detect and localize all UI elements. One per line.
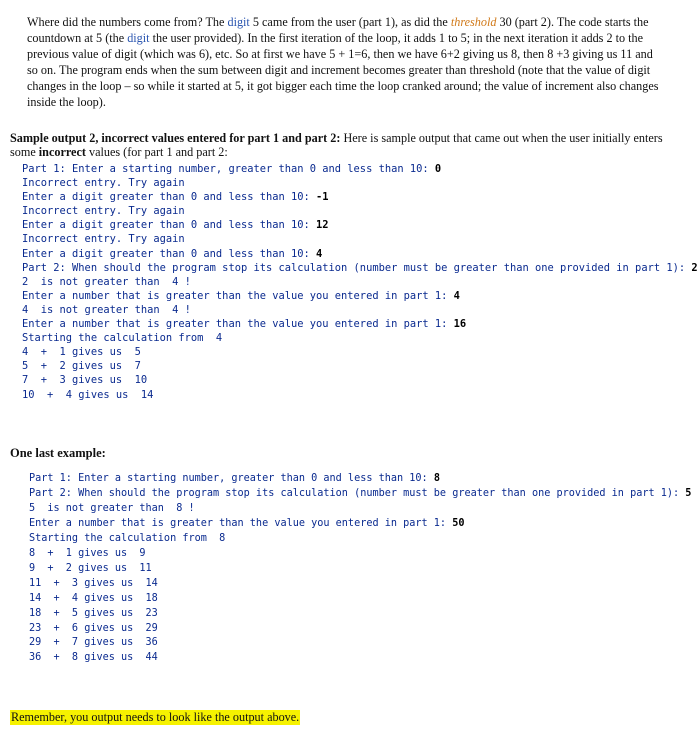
reminder-note: Remember, you output needs to look like the output above. bbox=[11, 710, 300, 724]
console-line-text: 7 + 3 gives us 10 bbox=[22, 374, 148, 387]
console-line bbox=[29, 547, 691, 562]
digit-term-2: digit bbox=[127, 31, 150, 45]
console-line-text: 14 + 4 gives us 18 bbox=[29, 592, 158, 604]
console-line bbox=[22, 247, 698, 261]
console-line-text: Starting the calculation from 8 bbox=[29, 532, 226, 544]
user-input-value: 2 bbox=[691, 261, 698, 274]
console-line-text: 9 + 2 gives us 11 bbox=[29, 562, 152, 574]
console-line-text: 36 + 8 gives us 44 bbox=[29, 652, 158, 664]
threshold-term: threshold bbox=[450, 15, 497, 29]
console-line-text: 11 + 3 gives us 14 bbox=[29, 577, 158, 589]
console-line bbox=[29, 502, 691, 517]
user-input-value: 4 bbox=[316, 247, 323, 260]
user-input-value: 12 bbox=[316, 219, 329, 232]
console-line-text: Enter a number that is greater than the value you entered in part 1: bbox=[22, 289, 454, 302]
console-line-text: Incorrect entry. Try again bbox=[22, 177, 185, 190]
console-line bbox=[22, 345, 698, 359]
console-line-text: Part 2: When should the program stop its calculation (number must be greater than one provided in part 1): bbox=[22, 261, 692, 274]
digit-term: digit bbox=[227, 15, 250, 29]
console-line-text: 10 + 4 gives us 14 bbox=[22, 388, 154, 401]
user-input-value: 0 bbox=[434, 163, 442, 175]
console-line-text: 29 + 7 gives us 36 bbox=[29, 637, 158, 649]
console-line bbox=[29, 517, 691, 532]
sample2-heading bbox=[10, 131, 670, 159]
console-line-text: Incorrect entry. Try again bbox=[22, 233, 185, 246]
console-line-text: 5 is not greater than 8 ! bbox=[29, 502, 195, 514]
console-line bbox=[29, 607, 691, 622]
console-line-text: 2 is not greater than 4 ! bbox=[22, 275, 191, 288]
console-line bbox=[22, 359, 698, 373]
user-input-value: 8 bbox=[433, 473, 440, 484]
console-line bbox=[22, 388, 698, 402]
console-line-text: 8 + 1 gives us 9 bbox=[29, 547, 146, 559]
intro-text-4: the user provided). In the first iteration of the loop, it adds 1 to 5; in the next iteration it adds 2 to the previous value of digit (which was 6), etc. So at first we have 5 + 1=6, then we have 6+2 giving us 8, then 8 +3 giving us 11 and so on. The program ends when the sum between digit and increment becomes greater than threshold (note that the value of digit changes in the loop – so while it started at 5, it got bigger each time the loop cranked around; the value of increment also changes inside the loop). bbox=[27, 31, 659, 109]
console-line bbox=[22, 261, 698, 275]
user-input-value: -1 bbox=[316, 191, 329, 204]
console-line bbox=[22, 317, 698, 331]
user-input-value: 5 bbox=[685, 487, 692, 499]
user-input-value: 4 bbox=[453, 289, 460, 302]
sample2-heading-bold: Sample output 2, incorrect values entered for part 1 and part 2: bbox=[10, 131, 341, 145]
console-line-text: Enter a digit greater than 0 and less than 10: bbox=[22, 219, 317, 232]
console-line-text: Enter a number that is greater than the value you entered in part 1: bbox=[22, 318, 454, 331]
console-line bbox=[29, 562, 691, 577]
console-line-text: Enter a digit greater than 0 and less than 10: bbox=[22, 191, 317, 204]
console-line-text: 5 + 2 gives us 7 bbox=[22, 360, 141, 373]
console-line bbox=[29, 636, 691, 651]
console-line-text: Part 1: Enter a starting number, greater than 0 and less than 10: bbox=[22, 163, 435, 175]
console-line bbox=[22, 176, 698, 190]
console-line bbox=[22, 289, 698, 303]
console-line bbox=[29, 532, 691, 547]
incorrect-term: incorrect bbox=[38, 145, 86, 159]
intro-text-2: 5 came from the user (part 1), as did the bbox=[249, 15, 451, 29]
console-line-text: Enter a digit greater than 0 and less than 10: bbox=[22, 247, 317, 260]
user-input-value: 16 bbox=[453, 318, 467, 331]
console-line bbox=[22, 373, 698, 387]
console-line bbox=[29, 622, 691, 637]
last-example-heading: One last example: bbox=[10, 446, 106, 460]
console-line bbox=[29, 577, 691, 592]
last-example-console-output bbox=[29, 472, 691, 666]
console-line-text: 4 is not greater than 4 ! bbox=[22, 303, 191, 316]
console-line-text: Incorrect entry. Try again bbox=[22, 205, 185, 218]
console-line-text: 4 + 1 gives us 5 bbox=[22, 346, 141, 359]
console-line-text: Starting the calculation from 4 bbox=[22, 332, 223, 345]
console-line bbox=[22, 204, 698, 218]
console-line bbox=[29, 651, 691, 666]
console-line bbox=[22, 275, 698, 289]
console-line bbox=[22, 303, 698, 317]
console-line bbox=[29, 487, 691, 502]
intro-text-3: 30 (part 2). The code starts the countdown at 5 (the bbox=[27, 15, 649, 45]
sample2-heading-text-2: values (for part 1 and part 2: bbox=[85, 145, 228, 159]
console-line-text: 18 + 5 gives us 23 bbox=[29, 607, 158, 619]
console-line-text: Part 1: Enter a starting number, greater than 0 and less than 10: bbox=[29, 473, 434, 484]
sample2-heading-text-1: Here is sample output that came out when the user initially enters some bbox=[10, 131, 663, 159]
console-line bbox=[22, 190, 698, 204]
sample2-console-output bbox=[22, 162, 698, 402]
user-input-value: 50 bbox=[452, 517, 465, 529]
console-line bbox=[22, 162, 698, 176]
console-line bbox=[29, 592, 691, 607]
console-line-text: Enter a number that is greater than the value you entered in part 1: bbox=[29, 517, 453, 529]
intro-text-1: Where did the numbers come from? The bbox=[27, 15, 228, 29]
console-line-text: 23 + 6 gives us 29 bbox=[29, 622, 158, 634]
console-line bbox=[29, 472, 691, 487]
intro-paragraph bbox=[27, 14, 659, 110]
console-line bbox=[22, 218, 698, 232]
console-line bbox=[22, 331, 698, 345]
console-line-text: Part 2: When should the program stop its calculation (number must be greater than one provided in part 1): bbox=[29, 487, 686, 499]
console-line bbox=[22, 232, 698, 246]
